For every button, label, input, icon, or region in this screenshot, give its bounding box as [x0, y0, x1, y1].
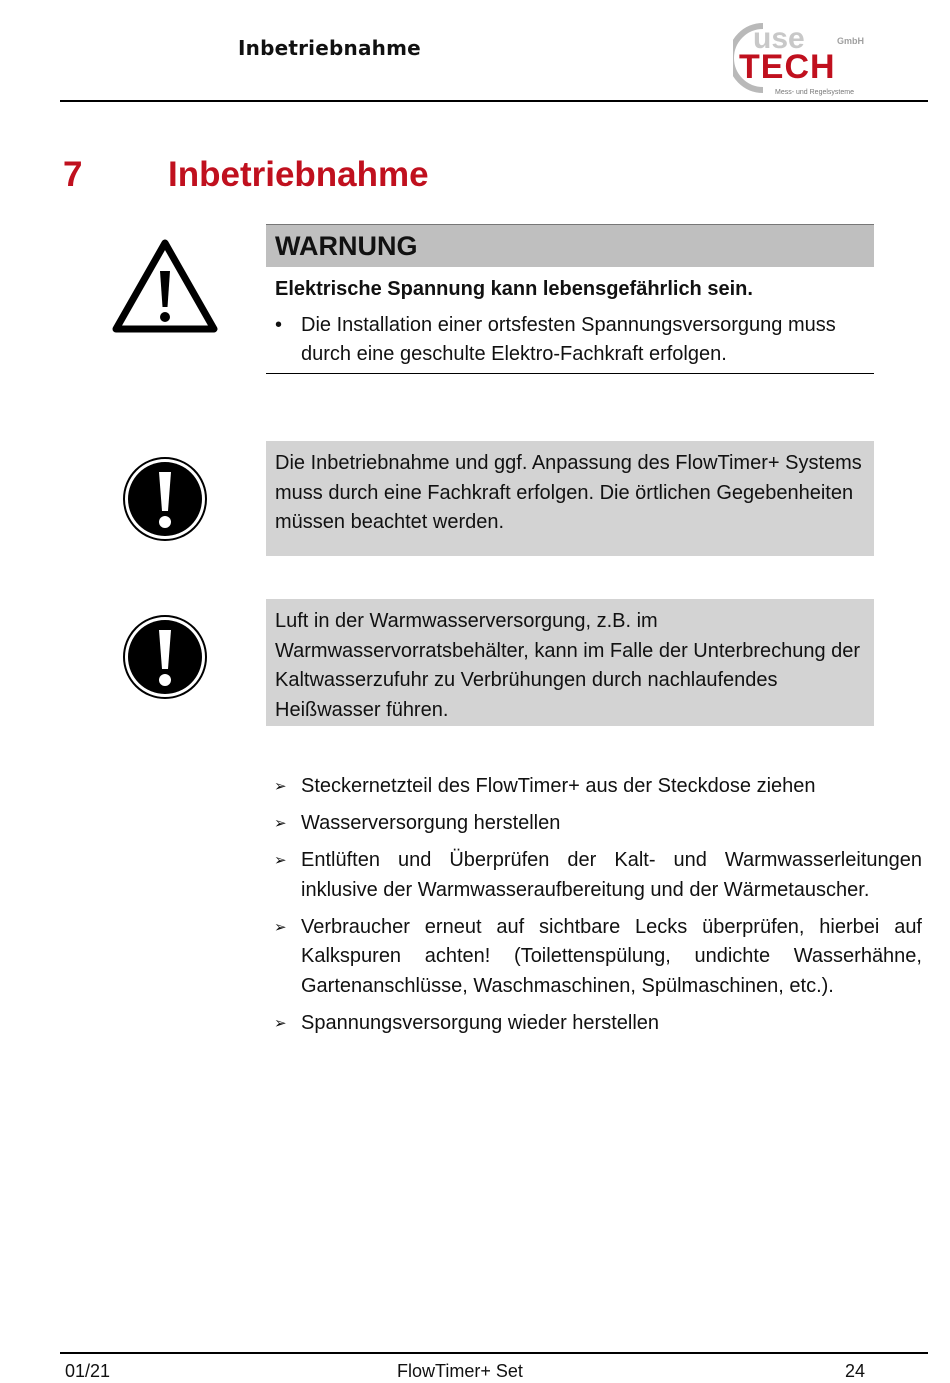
warning-bottom-divider [266, 373, 874, 374]
arrow-bullet-icon: ➢ [274, 852, 287, 869]
exclamation-circle-icon [122, 456, 208, 542]
logo-use: use [753, 22, 805, 55]
steps-list [274, 772, 922, 1046]
exclamation-circle-icon [122, 614, 208, 700]
list-item [274, 809, 922, 839]
list-item [274, 772, 922, 802]
list-item [274, 913, 922, 1002]
header-title: Inbetriebnahme [238, 36, 421, 60]
arrow-bullet-icon: ➢ [274, 778, 287, 795]
warning-bullet-text: Die Installation einer ortsfesten Spannungsversorgung muss durch eine geschulte Elektro-Fachkraft erfolgen. [301, 314, 836, 365]
warning-label: WARNUNG [266, 224, 874, 267]
arrow-bullet-icon: ➢ [274, 918, 287, 936]
logo-tech: TECH [739, 48, 836, 86]
step-text: Steckernetzteil des FlowTimer+ aus der Steckdose ziehen [301, 775, 816, 797]
note-box: Luft in der Warmwasserversorgung, z.B. im Warmwasservorratsbehälter, kann im Falle der Unterbrechung der Kaltwasserzufuhr zu Verbrühungen durch nachlaufendes Heißwasser führen. [266, 599, 874, 726]
warning-box [266, 224, 874, 374]
list-item [274, 846, 922, 905]
step-text: Entlüften und Überprüfen der Kalt- und Warmwasserleitungen inklusive der Warmwasseraufbereitung und der Wärmetauscher. [301, 849, 922, 901]
bullet-dot-icon: • [275, 314, 283, 336]
logo-gmbh: GmbH [837, 36, 864, 46]
chapter-title: Inbetriebnahme [168, 155, 429, 194]
page-number: 24 [845, 1361, 866, 1381]
warning-subtitle: Elektrische Spannung kann lebensgefährlich sein. [275, 278, 753, 300]
use-tech-logo [733, 18, 875, 100]
footer-divider [60, 1352, 928, 1354]
footer-date: 01/21 [65, 1361, 111, 1381]
arrow-bullet-icon: ➢ [274, 815, 287, 832]
chapter-number: 7 [63, 155, 83, 194]
footer-product: FlowTimer+ Set [397, 1361, 523, 1381]
warning-bullet [266, 311, 874, 369]
note-box: Die Inbetriebnahme und ggf. Anpassung des FlowTimer+ Systems muss durch eine Fachkraft erfolgen. Die örtlichen Gegebenheiten müssen beachtet werden. [266, 441, 874, 556]
step-text: Spannungsversorgung wieder herstellen [301, 1011, 660, 1034]
warning-triangle-icon [110, 237, 220, 337]
arrow-bullet-icon: ➢ [274, 1014, 287, 1032]
logo-tagline: Mess- und Regelsysteme [775, 89, 854, 96]
step-text: Verbraucher erneut auf sichtbare Lecks überprüfen, hierbei auf Kalkspuren achten! (Toilettenspülung, undichte Wasserhähne, Gartenanschlüsse, Waschmaschinen, Spülmaschinen, etc.). [301, 915, 922, 997]
header-divider [60, 100, 928, 102]
step-text: Wasserversorgung herstellen [301, 812, 561, 834]
list-item [274, 1009, 922, 1039]
